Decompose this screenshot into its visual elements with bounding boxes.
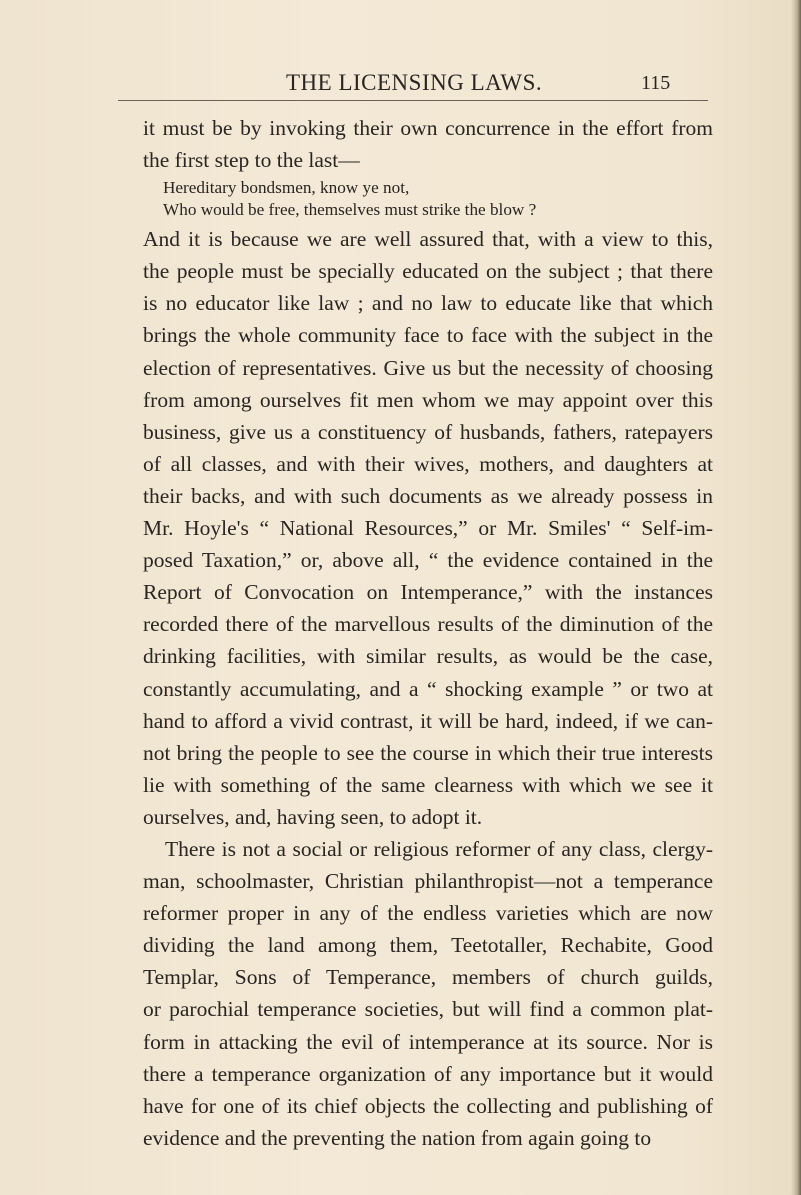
text-line: There is not a social or religious reformer of any class, clergy- — [165, 836, 713, 861]
text-line: recorded there of the marvellous results of the diminution of the — [143, 612, 713, 637]
text-line: their backs, and with such documents as we already possess in — [143, 483, 713, 508]
text-line: it must be by invoking their own concurrence in the effort from — [143, 116, 713, 140]
page-edge-shadow — [791, 0, 801, 1195]
text-line: have for one of its chief objects the collecting and publishing of — [143, 1093, 713, 1118]
running-head — [118, 70, 708, 102]
text-line: Report of Convocation on Intemperance,” with the instances — [143, 580, 713, 605]
verse-line: Hereditary bondsmen, know ye not, — [163, 178, 410, 198]
text-line: the people must be specially educated on the subject ; that there — [143, 259, 713, 284]
text-line: not bring the people to see the course in which their true interests — [143, 740, 713, 765]
text-line: posed Taxation,” or, above all, “ the evidence contained in the — [143, 548, 713, 573]
text-line: there a temperance organization of any importance but it would — [143, 1061, 713, 1086]
text-line: business, give us a constituency of husbands, fathers, ratepayers — [143, 419, 713, 444]
text-line: or parochial temperance societies, but will find a common plat- — [143, 997, 713, 1022]
text-line: is no educator like law ; and no law to educate like that which — [143, 291, 713, 316]
text-line: constantly accumulating, and a “ shocking example ” or two at — [143, 676, 713, 701]
text-line: hand to afford a vivid contrast, it will be hard, indeed, if we can- — [143, 708, 713, 733]
text-line: lie with something of the same clearness with which we see it — [143, 772, 713, 797]
text-line: reformer proper in any of the endless varieties which are now — [143, 901, 713, 926]
text-line: of all classes, and with their wives, mothers, and daughters at — [143, 451, 713, 476]
text-line: dividing the land among them, Teetotaller, Rechabite, Good — [143, 933, 713, 958]
text-line: form in attacking the evil of intemperance at its source. Nor is — [143, 1029, 713, 1054]
header-rule — [118, 100, 708, 101]
text-line: Mr. Hoyle's “ National Resources,” or Mr. Smiles' “ Self-im- — [143, 516, 713, 541]
text-line: from among ourselves fit men whom we may appoint over this — [143, 387, 713, 412]
verse-line: Who would be free, themselves must strike the blow ? — [163, 200, 537, 220]
text-line: And it is because we are well assured that, with a view to this, — [143, 227, 713, 252]
body-text — [143, 112, 713, 1154]
text-line: election of representatives. Give us but the necessity of choosing — [143, 355, 713, 380]
text-line: ourselves, and, having seen, to adopt it. — [143, 804, 483, 829]
text-line: the first step to the last— — [143, 148, 360, 173]
text-line: man, schoolmaster, Christian philanthropist—not a temperance — [143, 869, 713, 894]
text-line: brings the whole community face to face with the subject in the — [143, 323, 713, 348]
text-line: drinking facilities, with similar results, as would be the case, — [143, 644, 713, 669]
text-line: evidence and the preventing the nation from again going to — [143, 1125, 652, 1150]
running-title: THE LICENSING LAWS. — [286, 70, 543, 95]
text-line: Templar, Sons of Temperance, members of church guilds, — [143, 965, 713, 990]
page-number: 115 — [641, 72, 671, 94]
